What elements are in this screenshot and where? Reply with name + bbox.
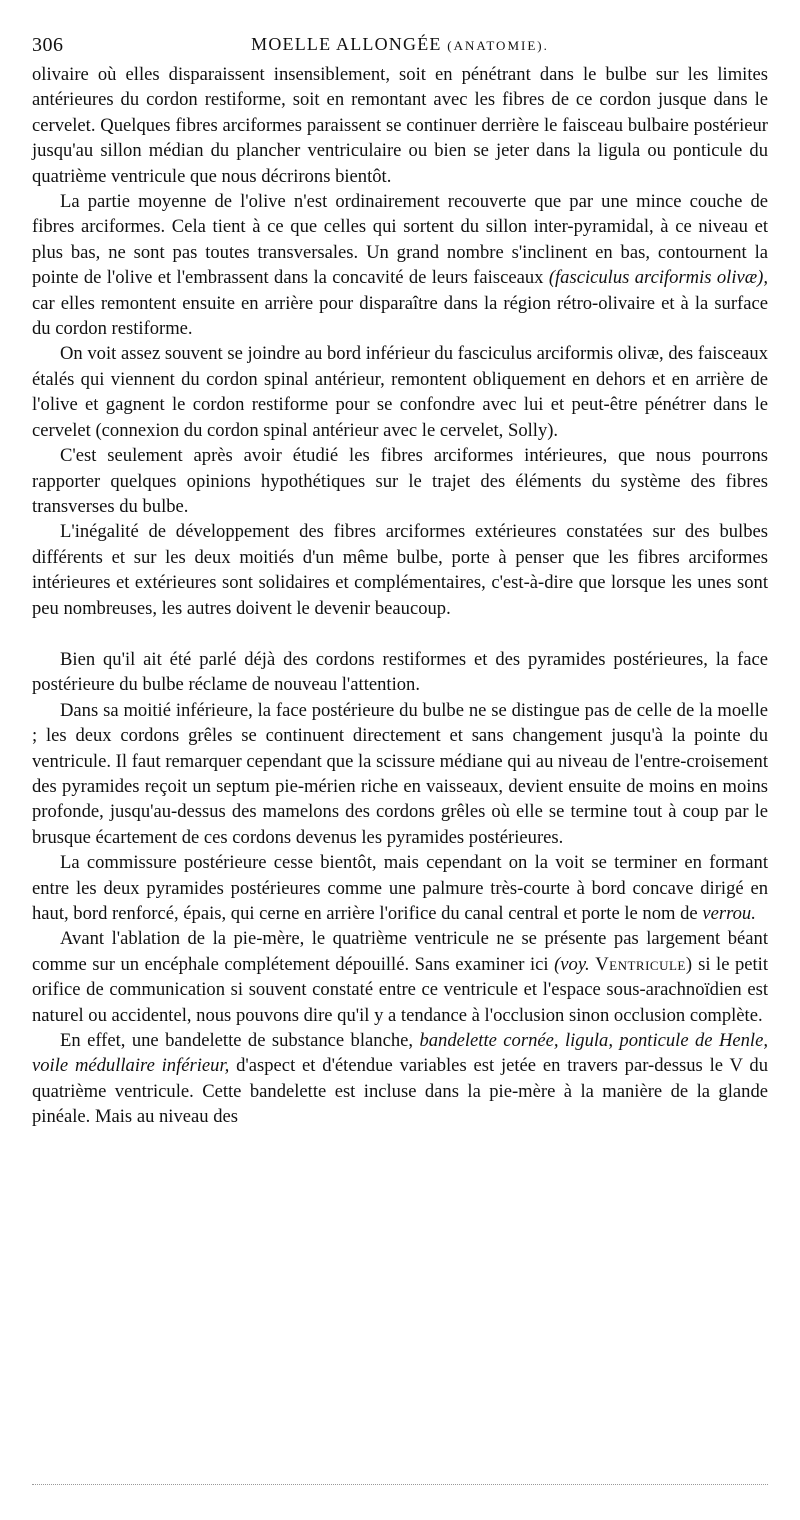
paragraph-9-text-b: si le petit orifice de communication si souvent constaté entre ce ventricule et l'espace sous-arachnoïdien est naturel ou accidentel, nous pouvons dire qu'il y a tendance à l'occlusion sinon occlusion complète. [32, 953, 769, 1026]
paragraph-3: On voit assez souvent se joindre au bord inférieur du fasciculus arciformis olivæ, des faisceaux étalés qui viennent du cordon spinal antérieur, remontent obliquement en dehors et en arrière de l'olive et gagnent le cordon restiforme pour se confondre avec lui et peut-être pénétrer dans le cervelet (connexion du cordon spinal antérieur avec le cervelet, Solly). [32, 343, 768, 441]
running-title [32, 34, 768, 55]
paragraph-10 [32, 1028, 768, 1130]
document-page [32, 34, 768, 1130]
body-text [32, 62, 768, 1130]
paragraph-2-text-a: La partie moyenne de l'olive n'est ordinairement recouverte que par une mince couche de fibres arciformes. Cela tient à ce que celles qui sortent du sillon inter-pyramidal, à ce niveau et plus bas, ne sont pas toutes transversales. Un grand nombre s'inclinent en bas, contournent la pointe de l'olive et l'embrassent dans la concavité de leurs faisceaux [32, 191, 768, 289]
running-header [32, 34, 768, 62]
paragraph-8 [32, 850, 768, 926]
paragraph-10-text-a: En effet, une bandelette de substance blanche, [60, 1030, 414, 1052]
footer-rule [32, 1484, 768, 1485]
voy-reference: (voy. [554, 953, 590, 975]
paragraph-5: L'inégalité de développement des fibres arciformes extérieures constatées sur des bulbes différents et sur les deux moitiés d'un même bulbe, porte à penser que les fibres arciformes intérieures et extérieures sont solidaires et complémentaires, c'est-à-dire que lorsque les unes sont peu nombreuses, les autres doivent le devenir beaucoup. [32, 521, 768, 619]
paragraph-10-text-b: d'aspect et d'étendue variables est jetée en travers par-dessus le V du quatrième ventricule. Cette bandelette est incluse dans la pie-mère à la manière de la glande pinéale. Mais au niveau des [32, 1055, 768, 1128]
paragraph-2 [32, 189, 768, 341]
section-gap [32, 621, 768, 647]
paragraph-2-text-b: car elles remontent ensuite en arrière pour disparaître dans la région rétro-olivaire et à la surface du cordon restiforme. [32, 292, 768, 340]
paragraph-9-text-a: Avant l'ablation de la pie-mère, le quatrième ventricule ne se présente pas largement béant comme sur un encéphale complétement dépouillé. Sans examiner ici [32, 928, 768, 975]
running-title-main: MOELLE ALLONGÉE [251, 34, 442, 54]
page-number: 306 [32, 34, 64, 56]
bandelette-terms: bandelette cornée, ligula, ponticule de Henle, voile médullaire inférieur, [32, 1030, 768, 1077]
ventricule-reference: Ventricule) [595, 953, 693, 975]
verrou-term: verrou. [702, 903, 756, 924]
paragraph-7: Dans sa moitié inférieure, la face postérieure du bulbe ne se distingue pas de celle de la moelle ; les deux cordons grêles se continuent directement et sans changement jusqu'à la pointe du ventricule. Il faut remarquer cependant que la scissure médiane qui au niveau de l'entre-croisement des pyramides reçoit un septum pie-mérien riche en vaisseaux, devient ensuite de moins en moins profonde, jusqu'au-dessus des mamelons des cordons grêles où elle se termine tout à coup par le brusque écartement de ces cordons devenus les pyramides postérieures. [32, 699, 768, 848]
paragraph-8-text: La commissure postérieure cesse bientôt, mais cependant on la voit se terminer en formant entre les deux pyramides postérieures comme une palmure très-courte à bord concave dirigé en haut, bord renforcé, épais, qui cerne en arrière l'orifice du canal central et porte le nom de [32, 852, 768, 924]
paragraph-6: Bien qu'il ait été parlé déjà des cordons restiformes et des pyramides postérieures, la face postérieure du bulbe réclame de nouveau l'attention. [32, 648, 768, 696]
paragraph-9 [32, 926, 768, 1028]
paragraph-4: C'est seulement après avoir étudié les fibres arciformes intérieures, que nous pourrons rapporter quelques opinions hypothétiques sur le trajet des éléments du système des fibres transverses du bulbe. [32, 445, 768, 517]
running-title-subtitle: (ANATOMIE). [447, 38, 549, 53]
fasciculus-term: (fasciculus arciformis olivæ), [548, 267, 768, 289]
paragraph-1: olivaire où elles disparaissent insensiblement, soit en pénétrant dans le bulbe sur les limites antérieures du cordon restiforme, soit en remontant avec les fibres de ce cordon jusque dans le cervelet. Quelques fibres arciformes paraissent se continuer derrière le faisceau bulbaire postérieur jusqu'au sillon médian du plancher ventriculaire ou bien se jeter dans la ligula ou ponticule du quatrième ventricule que nous décrirons bientôt. [32, 64, 768, 187]
